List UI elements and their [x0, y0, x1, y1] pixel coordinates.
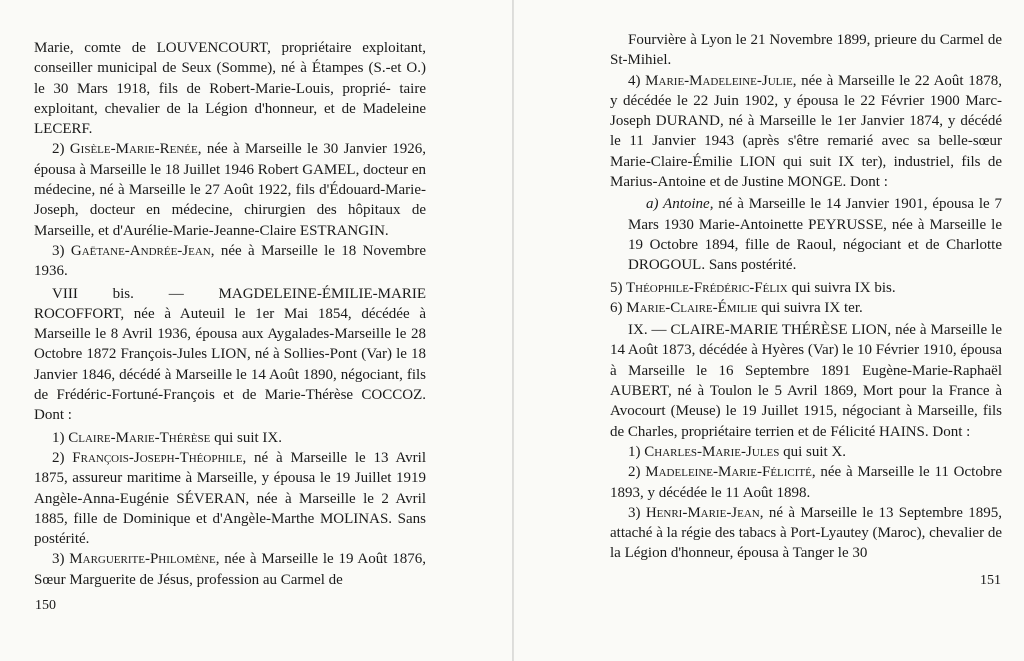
entry-text: qui suivra IX ter. [757, 299, 863, 316]
entry-text: née à Marseille le 22 Août 1878, y décédée le 22 Juin 1902, y épousa le 22 Février 1900 Marc-Joseph DURAND, né à Marseille le 1er Janvier 1874, y décédé le 11 Janvier 1943 (après s'être remarié avec sa belle-sœur Marie-Claire-Émilie LION qui suit IX ter), industriel, fils de Marius-Antoine et de Justine MONGE. Dont : [610, 72, 1003, 191]
right-page [512, 0, 1024, 661]
continuation-paragraph [34, 38, 426, 139]
entry-text: née à Marseille le 11 Octobre 1893, y décédée le 11 Août 1898. [610, 464, 1002, 501]
person-name: 2) François-Joseph-Théophile, [52, 449, 247, 466]
page-number-right: 151 [980, 573, 1001, 588]
person-name: a) Antoine, [646, 196, 714, 213]
entry-marguerite [34, 549, 426, 590]
entry-henri [610, 503, 1002, 564]
entry-madeleine-felicite [610, 462, 1002, 503]
line: taire exploitant, chevalier de la Légion d'honneur, et de [34, 80, 426, 117]
entry-text: née à Marseille le 19 Août 1876, Sœur Marguerite de Jésus, profession au Carmel de [34, 551, 426, 588]
person-name: 5) Théophile-Frédéric-Félix [610, 279, 788, 296]
entry-antoine [628, 194, 1002, 275]
entry-gisele [34, 139, 426, 240]
person-name: 3) Gaëtane-Andrée-Jean, [52, 242, 215, 259]
person-name: 6) Marie-Claire-Émilie [610, 299, 758, 316]
line: Madeleine LECERF. [34, 100, 426, 138]
person-name: 1) Claire-Marie-Thérèse [52, 429, 211, 446]
person-name: 2) Gisèle-Marie-Renée, [52, 141, 202, 158]
entry-charles [610, 442, 1002, 462]
entry-text: née à Marseille le 30 Janvier 1926, épousa à Marseille le 18 Juillet 1946 Robert GAMEL, docteur en médecine, né à Marseille le 27 Août 1922, fils d'Édouard-Marie-Joseph, docteur en médecine, chirurgien des hôpitaux de Marseille, et d'Aurélie-Marie-Jeanne-Claire ESTRANGIN. [34, 141, 426, 239]
entry-text: qui suivra IX bis. [787, 279, 896, 296]
entry-gaetane [34, 241, 426, 282]
line: O.) le 30 Mars 1918, fils de Robert-Marie-Louis, proprié- [34, 60, 426, 97]
person-name: 4) Marie-Madeleine-Julie, [628, 72, 797, 89]
person-name: 3) Henri-Marie-Jean, [628, 504, 764, 521]
continuation-paragraph: Fourvière à Lyon le 21 Novembre 1899, prieure du Carmel de St-Mihiel. [610, 32, 1002, 69]
entry-text: né à Marseille le 14 Janvier 1901, épousa le 7 Mars 1930 Marie-Antoinette PEYRUSSE, née à Marseille le 19 Octobre 1894, fille de Raoul, négociant et de Charlotte DROGOUL. Sans postérité. [628, 196, 1002, 274]
line: Marie, comte de LOUVENCOURT, propriétaire exploitant, [34, 40, 426, 56]
entry-marie-madeleine [610, 71, 1002, 193]
entry-text: qui suit X. [779, 443, 847, 460]
section-ix: IX. — CLAIRE-MARIE THÉRÈSE LION, née à Marseille le 14 Août 1873, décédée à Hyères (Var) le 10 Février 1910, épousa à Marseille le 16 Septembre 1891 Eugène-Marie-Raphaël AUBERT, né à Toulon le 5 Avril 1869, Mort pour la France à Avocourt (Meuse) le 19 Juillet 1915, négociant à Marseille, fils de Charles, propriétaire terrien et de Félicité HAINS. Dont : [610, 322, 1002, 440]
entry-text: né à Marseille le 13 Septembre 1895, attaché à la régie des tabacs à Port-Lyautey (Maroc), chevalier de la Légion d'honneur, épousa à Tanger le 30 [610, 504, 1002, 562]
entry-francois [34, 448, 426, 549]
entry-marie-claire [610, 298, 1002, 318]
person-name: 2) Madeleine-Marie-Félicité, [628, 464, 816, 481]
person-name: 1) Charles-Marie-Jules [628, 443, 780, 460]
person-name: 3) Marguerite-Philomène, [52, 551, 220, 568]
entry-claire [34, 428, 426, 448]
left-page [0, 0, 505, 661]
section-viii-bis: VIII bis. — MAGDELEINE-ÉMILIE-MARIE ROCOFFORT, née à Auteuil le 1er Mai 1854, décédée à Marseille le 8 Avril 1936, épousa aux Aygalades-Marseille le 28 Octobre 1872 François-Jules LION, né à Sollies-Pont (Var) le 18 Janvier 1846, décédé à Marseille le 14 Août 1890, négociant, fils de Frédéric-Fortuné-François et de Marie-Thérèse COCCOZ. Dont : [34, 285, 426, 424]
line: conseiller municipal de Seux (Somme), né à Étampes (S.-et [34, 60, 407, 77]
page-number-left: 150 [35, 598, 56, 613]
entry-theophile [610, 278, 1002, 298]
entry-text: née à Marseille le 18 Novembre 1936. [34, 242, 426, 280]
entry-text: qui suit IX. [210, 429, 283, 446]
entry-text: né à Marseille le 13 Avril 1875, assureur maritime à Marseille, y épousa le 19 Juillet 1919 Angèle-Anna-Eugénie SÉVERAN, née à Marseille le 2 Avril 1885, fille de Dominique et d'Angèle-Marthe MOLINAS. Sans postérité. [34, 449, 426, 548]
